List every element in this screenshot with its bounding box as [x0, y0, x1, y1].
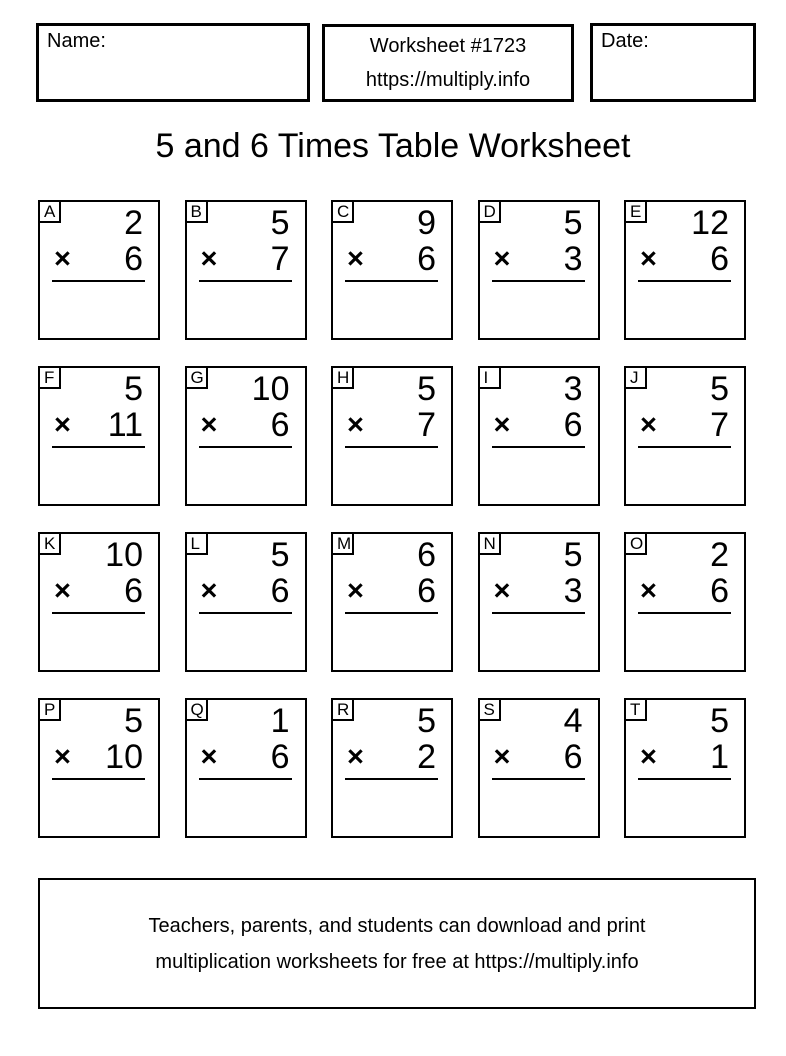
problem-label-box — [478, 366, 501, 389]
problem-cell — [185, 698, 307, 838]
multiply-icon: × — [493, 409, 511, 441]
problem-label: S — [483, 700, 495, 719]
problem-label-box — [331, 532, 354, 555]
worksheet-url: https://multiply.info — [365, 69, 531, 91]
multiplier-row — [187, 240, 305, 278]
problem-cell — [38, 366, 160, 506]
answer-space[interactable] — [187, 614, 305, 666]
multiplicand: 9 — [417, 204, 436, 242]
problem-label-box — [331, 366, 354, 389]
problem-label: I — [483, 368, 489, 387]
multiplier-row — [40, 240, 158, 278]
multiply-icon: × — [54, 409, 71, 441]
problem-label-box — [478, 200, 501, 223]
multiplier-row — [333, 738, 451, 776]
multiplicand: 5 — [563, 536, 583, 574]
problem-cell — [38, 532, 160, 672]
multiplier-row — [187, 738, 305, 776]
multiplier: 6 — [710, 572, 729, 610]
multiplier-row — [480, 572, 598, 610]
problem-label: R — [337, 700, 350, 719]
multiply-icon: × — [200, 575, 218, 607]
multiplier: 3 — [563, 572, 583, 610]
problem-label: N — [483, 534, 496, 553]
multiply-icon: × — [200, 243, 218, 275]
problem-cell — [38, 200, 160, 340]
multiply-icon: × — [347, 243, 364, 275]
multiplier: 6 — [417, 240, 436, 278]
multiplicand: 12 — [691, 204, 729, 242]
multiply-icon: × — [347, 409, 364, 441]
multiplicand: 1 — [270, 702, 290, 740]
multiplier-row — [187, 406, 305, 444]
multiply-icon: × — [54, 741, 71, 773]
answer-space[interactable] — [626, 614, 744, 666]
problem-cell — [185, 200, 307, 340]
answer-space[interactable] — [480, 780, 598, 832]
multiplier-row — [40, 572, 158, 610]
problem-label: F — [44, 368, 55, 387]
problem-label-box — [478, 698, 501, 721]
multiply-icon: × — [640, 575, 657, 607]
problem-label-box — [624, 366, 647, 389]
problem-cell — [624, 200, 746, 340]
problem-label: G — [190, 368, 204, 387]
problem-label-box — [331, 698, 354, 721]
multiplier-row — [480, 406, 598, 444]
date-label: Date: — [601, 30, 649, 52]
answer-space[interactable] — [40, 614, 158, 666]
multiplier-row — [626, 572, 744, 610]
multiplicand: 5 — [124, 702, 143, 740]
multiplier-row — [187, 572, 305, 610]
multiplier: 11 — [107, 406, 143, 444]
problem-label-box — [624, 200, 647, 223]
answer-space[interactable] — [480, 448, 598, 500]
multiplier-row — [480, 738, 598, 776]
problem-cell — [38, 698, 160, 838]
date-field-box[interactable] — [590, 23, 756, 102]
name-field-box[interactable] — [36, 23, 310, 102]
multiplicand: 3 — [563, 370, 583, 408]
problem-cell — [624, 366, 746, 506]
multiplicand: 2 — [710, 536, 729, 574]
problem-label-box — [185, 200, 208, 223]
problem-label: E — [630, 202, 642, 221]
problem-label-box — [478, 532, 501, 555]
multiply-icon: × — [640, 409, 657, 441]
answer-space[interactable] — [333, 448, 451, 500]
multiply-icon: × — [54, 243, 71, 275]
multiplier: 1 — [710, 738, 729, 776]
problem-label-box — [185, 698, 208, 721]
problem-label: K — [44, 534, 56, 553]
answer-space[interactable] — [333, 614, 451, 666]
multiplicand: 5 — [270, 204, 290, 242]
multiply-icon: × — [493, 575, 511, 607]
multiply-icon: × — [640, 741, 657, 773]
multiplier: 7 — [270, 240, 290, 278]
problem-label: J — [630, 368, 639, 387]
answer-space[interactable] — [187, 448, 305, 500]
footer-box — [38, 878, 756, 1009]
multiplier-row — [40, 406, 158, 444]
multiplicand: 10 — [105, 536, 143, 574]
worksheet-info-box — [322, 24, 574, 102]
multiplier: 6 — [270, 406, 290, 444]
multiplier-row — [626, 738, 744, 776]
problem-cell — [331, 200, 453, 340]
multiply-icon: × — [200, 409, 218, 441]
answer-space[interactable] — [40, 282, 158, 334]
multiplier-row — [40, 738, 158, 776]
multiplicand: 5 — [124, 370, 143, 408]
multiplier: 6 — [270, 572, 290, 610]
multiply-icon: × — [347, 575, 364, 607]
problem-label-box — [624, 532, 647, 555]
multiply-icon: × — [640, 243, 657, 275]
answer-space[interactable] — [333, 282, 451, 334]
problem-label: Q — [190, 700, 204, 719]
multiplier-row — [333, 572, 451, 610]
problem-label: D — [483, 202, 496, 221]
answer-space[interactable] — [187, 780, 305, 832]
answer-space[interactable] — [40, 448, 158, 500]
multiplicand: 10 — [251, 370, 290, 408]
footer-line2: multiplication worksheets for free at https://multiply.info — [155, 950, 639, 973]
problem-label: H — [337, 368, 350, 387]
multiplier: 6 — [563, 738, 583, 776]
multiplier-row — [480, 240, 598, 278]
worksheet-number: Worksheet #1723 — [369, 35, 527, 57]
multiplicand: 4 — [563, 702, 583, 740]
multiplicand: 5 — [270, 536, 290, 574]
multiplier: 6 — [124, 240, 143, 278]
problem-label-box — [185, 366, 208, 389]
multiplicand: 6 — [417, 536, 436, 574]
answer-space[interactable] — [480, 614, 598, 666]
multiply-icon: × — [54, 575, 71, 607]
multiplicand: 5 — [710, 370, 729, 408]
problem-cell — [185, 532, 307, 672]
problem-cell — [624, 698, 746, 838]
problem-label-box — [624, 698, 647, 721]
multiplicand: 5 — [417, 370, 436, 408]
problem-label: L — [190, 534, 200, 553]
problem-label: A — [44, 202, 56, 221]
problem-cell — [478, 366, 600, 506]
multiplier: 7 — [417, 406, 436, 444]
multiplier: 2 — [417, 738, 436, 776]
problem-cell — [331, 532, 453, 672]
multiplier-row — [333, 240, 451, 278]
problem-label: P — [44, 700, 56, 719]
problem-cell — [478, 698, 600, 838]
problem-label-box — [185, 532, 208, 555]
problem-label: M — [337, 534, 352, 553]
problem-label: T — [630, 700, 641, 719]
problem-cell — [185, 366, 307, 506]
answer-space[interactable] — [626, 282, 744, 334]
problem-label-box — [38, 366, 61, 389]
multiplier: 7 — [710, 406, 729, 444]
multiply-icon: × — [493, 243, 511, 275]
problem-label: O — [630, 534, 644, 553]
multiply-icon: × — [347, 741, 364, 773]
problem-cell — [331, 698, 453, 838]
multiplier: 6 — [417, 572, 436, 610]
problem-label: C — [337, 202, 350, 221]
problem-cell — [331, 366, 453, 506]
multiplicand: 5 — [417, 702, 436, 740]
multiplicand: 5 — [563, 204, 583, 242]
problem-label-box — [38, 532, 61, 555]
answer-space[interactable] — [333, 780, 451, 832]
multiplier: 10 — [105, 738, 143, 776]
multiplier: 6 — [563, 406, 583, 444]
problem-cell — [478, 200, 600, 340]
answer-space[interactable] — [480, 282, 598, 334]
multiplicand: 5 — [710, 702, 729, 740]
answer-space[interactable] — [40, 780, 158, 832]
problem-label-box — [38, 698, 61, 721]
multiply-icon: × — [200, 741, 218, 773]
name-label: Name: — [47, 30, 106, 52]
problem-label-box — [38, 200, 61, 223]
multiply-icon: × — [493, 741, 511, 773]
multiplier: 6 — [124, 572, 143, 610]
multiplicand: 2 — [124, 204, 143, 242]
answer-space[interactable] — [626, 448, 744, 500]
problem-cell — [624, 532, 746, 672]
multiplier: 3 — [563, 240, 583, 278]
page-title: 5 and 6 Times Table Worksheet — [155, 127, 631, 165]
footer-line1: Teachers, parents, and students can download and print — [148, 914, 646, 937]
answer-space[interactable] — [626, 780, 744, 832]
multiplier-row — [626, 240, 744, 278]
problem-label: B — [190, 202, 202, 221]
problems-grid — [38, 200, 746, 838]
problem-label-box — [331, 200, 354, 223]
multiplier: 6 — [270, 738, 290, 776]
answer-space[interactable] — [187, 282, 305, 334]
multiplier-row — [626, 406, 744, 444]
multiplier: 6 — [710, 240, 729, 278]
problem-cell — [478, 532, 600, 672]
multiplier-row — [333, 406, 451, 444]
